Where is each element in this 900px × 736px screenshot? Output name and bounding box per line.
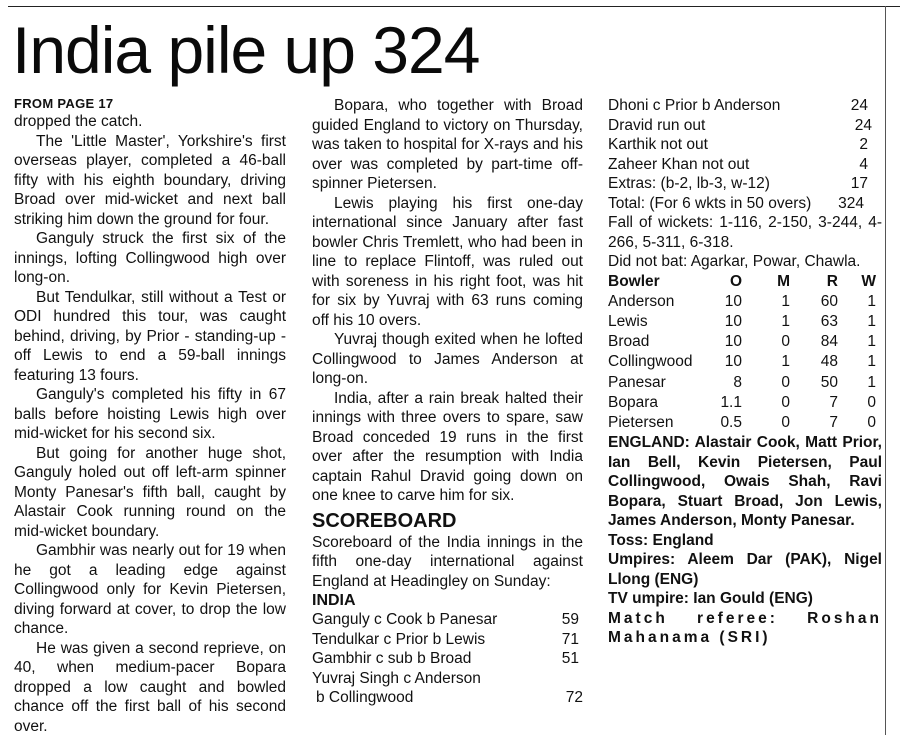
- paragraph: Ganguly struck the first six of the innings, lofting Collingwood high over long-on.: [14, 229, 286, 288]
- batsman-runs: 59: [549, 610, 583, 630]
- bowler-overs: 10: [694, 352, 742, 372]
- from-page-label: FROM PAGE 17: [14, 96, 286, 112]
- total-row: [608, 194, 882, 214]
- right-column-rule: [885, 6, 886, 735]
- bowler-overs: 10: [694, 332, 742, 352]
- bowler-wickets: 1: [838, 292, 882, 312]
- batting-row: [312, 669, 583, 689]
- batsman-dismissal: Dhoni c Prior b Anderson: [608, 96, 838, 116]
- paragraph: dropped the catch.: [14, 112, 286, 132]
- batsman-runs: 4: [838, 155, 882, 175]
- scoreboard-intro: Scoreboard of the India innings in the fifth one-day international against England at Headingley on Sunday:: [312, 533, 583, 592]
- paragraph: Gambhir was nearly out for 19 when he got a leading edge against Collingwood only for Kevin Pietersen, diving forward at cover, to drop the low chance.: [14, 541, 286, 639]
- bowler-maidens: 1: [742, 312, 790, 332]
- batsman-dismissal-continued: b Collingwood: [312, 688, 553, 708]
- batsman-runs: 71: [549, 630, 583, 650]
- paragraph: Bopara, who together with Broad guided England to victory on Thursday, was taken to hospital for X-rays and his over was completed by part-time off-spinner Pietersen.: [312, 96, 583, 194]
- bowling-row: [608, 413, 882, 433]
- extras-row: [608, 174, 882, 194]
- team-heading: INDIA: [312, 591, 583, 610]
- batsman-runs: 51: [549, 649, 583, 669]
- top-rule: [8, 6, 900, 7]
- bowler-header: Bowler: [608, 272, 694, 292]
- bowler-name: Anderson: [608, 292, 694, 312]
- bowler-overs: 10: [694, 292, 742, 312]
- batting-row: [608, 155, 882, 175]
- england-team: ENGLAND: Alastair Cook, Matt Prior, Ian Bell, Kevin Pietersen, Paul Collingwood, Owais Shah, Ravi Bopara, Stuart Broad, Jon Lewis, James Anderson, Monty Panesar.: [608, 433, 882, 531]
- bowler-wickets: 1: [838, 332, 882, 352]
- batsman-runs: 72: [553, 688, 583, 708]
- bowling-row: [608, 393, 882, 413]
- toss: Toss: England: [608, 531, 882, 551]
- batsman-runs: 24: [838, 96, 882, 116]
- wickets-header: W: [838, 272, 882, 292]
- batsman-runs: 24: [842, 116, 882, 136]
- bowling-row: [608, 332, 882, 352]
- tv-umpire: TV umpire: Ian Gould (ENG): [608, 589, 882, 609]
- total-runs: 324: [834, 194, 882, 214]
- batting-row: [608, 116, 882, 136]
- did-not-bat: Did not bat: Agarkar, Powar, Chawla.: [608, 252, 882, 272]
- bowling-table: [608, 272, 882, 434]
- batsman-dismissal: Tendulkar c Prior b Lewis: [312, 630, 549, 650]
- bowler-maidens: 0: [742, 413, 790, 433]
- batsman-runs: 2: [838, 135, 882, 155]
- batsman-dismissal: Dravid run out: [608, 116, 842, 136]
- total-label: Total: (For 6 wkts in 50 overs): [608, 194, 834, 214]
- batting-row: [608, 96, 882, 116]
- bowler-maidens: 0: [742, 393, 790, 413]
- bowler-runs: 60: [790, 292, 838, 312]
- bowler-overs: 0.5: [694, 413, 742, 433]
- overs-header: O: [694, 272, 742, 292]
- runs-header: R: [790, 272, 838, 292]
- extras-runs: 17: [838, 174, 882, 194]
- bowler-maidens: 0: [742, 373, 790, 393]
- paragraph: But Tendulkar, still without a Test or ODI hundred this tour, was caught behind, driving, by Prior - standing-up - off Lewis to end a 59-ball innings featuring 13 fours.: [14, 288, 286, 386]
- batsman-dismissal: Gambhir c sub b Broad: [312, 649, 549, 669]
- headline: India pile up 324: [12, 10, 479, 90]
- bowling-row: [608, 352, 882, 372]
- article-column-2: [312, 96, 583, 708]
- bowler-name: Broad: [608, 332, 694, 352]
- bowler-wickets: 1: [838, 352, 882, 372]
- bowler-name: Lewis: [608, 312, 694, 332]
- bowler-maidens: 1: [742, 292, 790, 312]
- bowling-row: [608, 373, 882, 393]
- batsman-dismissal: Yuvraj Singh c Anderson: [312, 669, 583, 689]
- bowler-overs: 1.1: [694, 393, 742, 413]
- umpires: Umpires: Aleem Dar (PAK), Nigel Llong (ENG): [608, 550, 882, 589]
- paragraph: Lewis playing his first one-day international since January after fast bowler Chris Tremlett, who had been in line to replace Flintoff, was ruled out with soreness in his right foot, was hit for six by Yuvraj with 63 runs coming off his 10 overs.: [312, 194, 583, 331]
- bowler-wickets: 1: [838, 373, 882, 393]
- paragraph: The 'Little Master', Yorkshire's first overseas player, completed a 46-ball fifty with his eighth boundary, driving Broad over mid-wicket and next ball striking him down the ground for four.: [14, 132, 286, 230]
- batting-row: [608, 135, 882, 155]
- bowler-name: Collingwood: [608, 352, 694, 372]
- bowling-header-row: [608, 272, 882, 292]
- batsman-dismissal: Ganguly c Cook b Panesar: [312, 610, 549, 630]
- bowler-runs: 84: [790, 332, 838, 352]
- maidens-header: M: [742, 272, 790, 292]
- bowler-name: Panesar: [608, 373, 694, 393]
- bowler-overs: 8: [694, 373, 742, 393]
- paragraph: Yuvraj though exited when he lofted Collingwood to James Anderson at long-on.: [312, 330, 583, 389]
- bowler-runs: 63: [790, 312, 838, 332]
- batsman-dismissal: Karthik not out: [608, 135, 838, 155]
- bowler-runs: 48: [790, 352, 838, 372]
- batting-row: [312, 688, 583, 708]
- bowler-runs: 7: [790, 413, 838, 433]
- paragraph: But going for another huge shot, Ganguly holed out off left-arm spinner Monty Panesar's fifth ball, caught by Alastair Cook running round on the mid-wicket boundary.: [14, 444, 286, 542]
- article-column-3: [608, 96, 882, 648]
- batting-row: [312, 630, 583, 650]
- bowler-wickets: 0: [838, 413, 882, 433]
- article-column-1: [14, 96, 286, 736]
- match-referee: Match referee: Roshan Mahanama (SRI): [608, 609, 882, 648]
- bowler-runs: 50: [790, 373, 838, 393]
- paragraph: India, after a rain break halted their innings with three overs to spare, saw Broad conceded 19 runs in the first over after the resumption with India captain Rahul Dravid going down on one knee to carve him for six.: [312, 389, 583, 506]
- paragraph: Ganguly's completed his fifty in 67 balls before hoisting Lewis high over mid-wicket for his second six.: [14, 385, 286, 444]
- paragraph: He was given a second reprieve, on 40, when medium-pacer Bopara dropped a low caught and bowled chance off the first ball of his second over.: [14, 639, 286, 736]
- batting-row: [312, 610, 583, 630]
- bowling-row: [608, 312, 882, 332]
- batting-row: [312, 649, 583, 669]
- bowler-maidens: 0: [742, 332, 790, 352]
- bowler-runs: 7: [790, 393, 838, 413]
- bowler-maidens: 1: [742, 352, 790, 372]
- extras-label: Extras: (b-2, lb-3, w-12): [608, 174, 838, 194]
- batsman-dismissal: Zaheer Khan not out: [608, 155, 838, 175]
- bowler-name: Bopara: [608, 393, 694, 413]
- bowler-wickets: 1: [838, 312, 882, 332]
- fall-of-wickets: Fall of wickets: 1-116, 2-150, 3-244, 4-266, 5-311, 6-318.: [608, 213, 882, 252]
- bowler-overs: 10: [694, 312, 742, 332]
- bowler-name: Pietersen: [608, 413, 694, 433]
- bowler-wickets: 0: [838, 393, 882, 413]
- bowling-row: [608, 292, 882, 312]
- scoreboard-heading: SCOREBOARD: [312, 509, 583, 533]
